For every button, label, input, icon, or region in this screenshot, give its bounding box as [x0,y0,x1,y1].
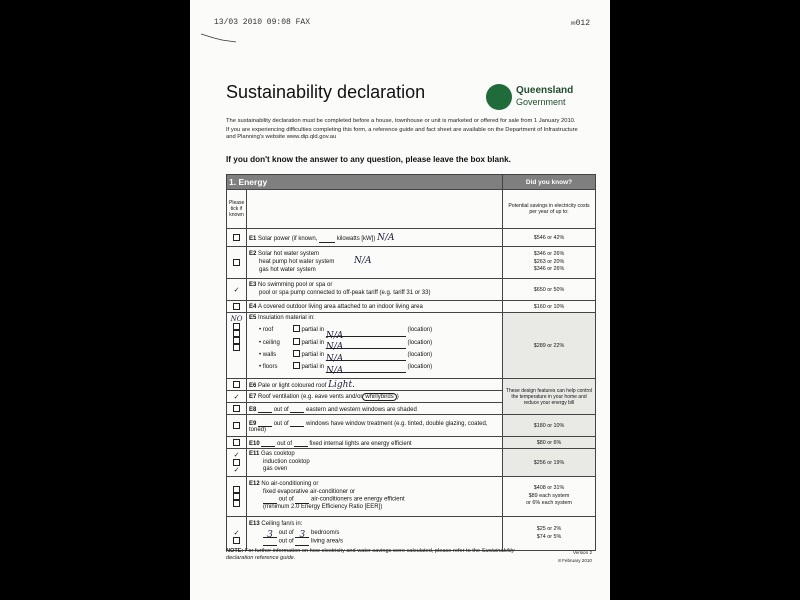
saving-e1: $546 or 42% [503,229,596,247]
column-headers [227,190,596,229]
savings-header: Potential savings in electricity costs per year of up to: [503,190,596,229]
version-info: Version 2 8 February 2010 [558,550,592,563]
handwritten-e1: N/A [377,232,395,243]
tick-e3[interactable]: ✓ [233,285,240,294]
tick-header: Please tick if known [227,190,247,229]
checkbox-e12[interactable] [233,500,240,507]
checkbox-e8[interactable] [233,405,240,412]
section-header [227,175,596,190]
tick-e11[interactable]: ✓ [233,450,240,459]
tick-e7[interactable]: ✓ [233,392,240,401]
energy-table [226,174,596,551]
fax-page-number: ✉012 [570,19,590,28]
checkbox-e9[interactable] [233,422,240,429]
row-e3: ✓ E3 No swimming pool or spa or pool or spa pump connected to off-peak tariff (e.g. tariff 31 or 33) $650 or 50% [227,279,596,301]
blank-warning: If you don't know the answer to any question, please leave the box blank. [226,155,511,164]
section-title: 1. Energy [227,175,503,190]
row-e8: E8 out of eastern and western windows are shaded [227,403,596,415]
row-e6: E6 Pale or light coloured roof Light. These design features can help control the temperature in your home and reduce your energy bill [227,379,596,391]
did-you-know: Did you know? [503,175,596,190]
intro-p1: The sustainability declaration must be completed before a house, townhouse or unit is marketed or offered for sale from 1 January 2010. [226,118,576,124]
fax-timestamp: 13/03 2010 09:08 FAX [214,18,311,27]
tick-e11-oven[interactable]: ✓ [233,466,240,475]
checkbox-e1[interactable] [233,234,240,241]
row-e2: E2 Solar hot water system heat pump hot water system N/A gas hot water system $346 or 26% $263 or 20% $346 or 26% [227,247,596,279]
logo-line1: Queensland [516,85,574,96]
tick-e13[interactable]: ✓ [233,528,240,537]
checkbox-e10[interactable] [233,439,240,446]
row-e13: ✓ E13 Ceiling fan/s in: 3 out of 3 bedroom/s out of living area/s $25 or 2% $74 or 5% [227,517,596,551]
qld-gov-logo [486,82,596,114]
crest-icon [486,84,512,110]
checkbox-walls[interactable] [233,337,240,344]
fax-page [190,0,610,600]
checkbox-roof[interactable] [233,323,240,330]
design-note: These design features can help control the temperature in your home and reduce your energy bill [503,379,596,415]
row-e10: E10 out of fixed internal lights are energy efficient $80 or 6% [227,437,596,449]
checkbox-e2[interactable] [233,259,240,266]
row-e1: E1 Solar power (if known, kilowatts [kW]) N/A $546 or 42% [227,229,596,247]
row-e5: NO E5 Insulation material in: • roof partial in N/A (location) • ceiling partial in N/A (location) • walls partial in N/A (location) • floors partial in N/A (location) $289 or 22% [227,313,596,379]
handwritten-light: Light. [328,379,355,390]
circled-whirlybirds: whirlybirds [362,393,396,401]
pen-scribble [200,32,240,44]
handwritten-fans: 3 [267,530,273,541]
row-e12: E12 No air-conditioning or fixed evaporative air-conditioner or out of air-conditioners are energy efficient (minimum 2.0 Energy Efficiency Ratio [EER]) $408 or 31% $89 each system or 6% each system [227,477,596,517]
code-e1: E1 [249,235,257,242]
intro-p2: If you are experiencing difficulties completing this form, a reference guide and fact sheet are available on the Department of Infrastructure and Planning's website www.dip.qld.gov.au [226,127,578,141]
logo-line2: Government [516,97,566,107]
fax-header [214,18,590,27]
handwritten-no: NO [230,315,243,323]
row-e11: ✓ ✓ E11 Gas cooktop induction cooktop gas oven $256 or 19% [227,449,596,477]
row-e7: ✓ E7 Roof ventilation (e.g. eave vents and/or whirlybirds ) [227,391,596,403]
checkbox-e6[interactable] [233,381,240,388]
handwritten-e2: N/A [354,256,372,267]
checkbox-ceiling[interactable] [233,330,240,337]
footnote: NOTE: For further information on how electricity and water savings were calculated, please refer to the Sustainability declaration reference guide. [226,548,515,561]
row-e9: E9 out of windows have window treatment (e.g. tinted, double glazing, coated, toned) $180 or 10% [227,415,596,437]
page-title: Sustainability declaration [226,82,426,102]
checkbox-e4[interactable] [233,303,240,310]
handwritten-bedrooms: 3 [299,530,306,541]
checkbox-floors[interactable] [233,344,240,351]
kw-field[interactable] [319,235,335,243]
intro-text [226,118,586,144]
row-e4: E4 A covered outdoor living area attached to an indoor living area $160 or 10% [227,301,596,313]
